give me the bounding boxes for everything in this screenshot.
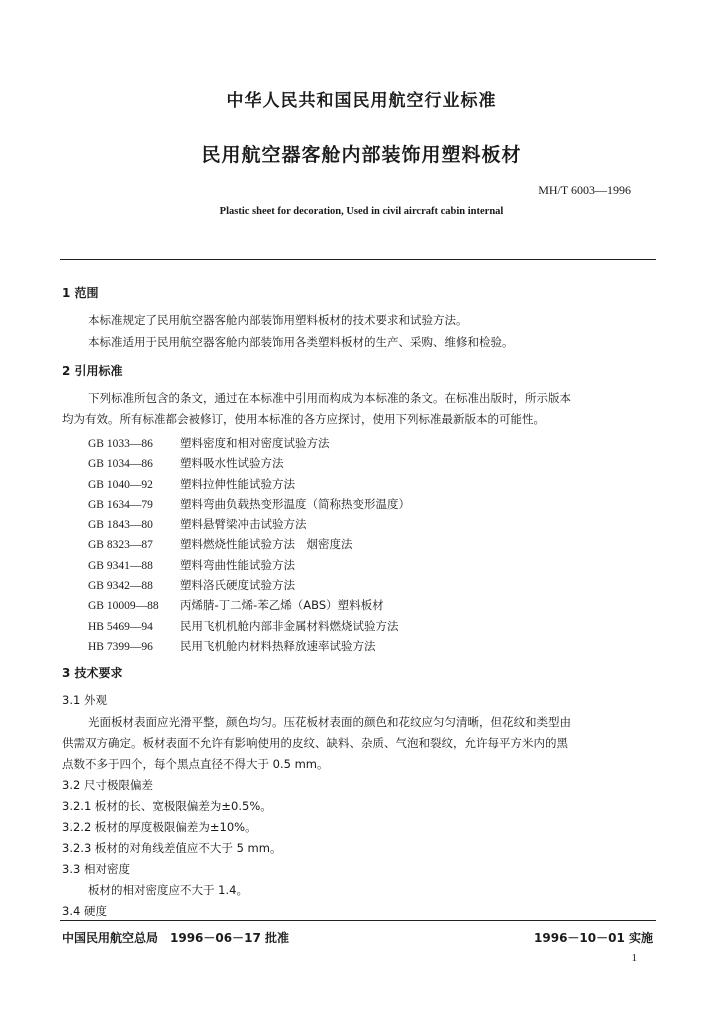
clause-3-2-3: 3.2.3 板材的对角线差值应不大于 5 mm。	[62, 841, 282, 855]
reference-item	[88, 452, 410, 472]
section-1-paragraph: 本标准适用于民用航空器客舱内部装饰用各类塑料板材的生产、采购、维修和检验。	[88, 335, 514, 349]
clause-3-3-text: 板材的相对密度应不大于 1.4。	[88, 883, 248, 897]
section-2-intro: 均为有效。所有标准都会被修订，使用本标准的各方应探讨，使用下列标准最新版本的可能性。	[62, 412, 545, 426]
reference-item	[88, 533, 410, 553]
reference-item	[88, 473, 410, 493]
clause-3-1-text: 供需双方确定。板材表面不允许有影响使用的皮纹、缺料、杂质、气泡和裂纹，允许每平方米内的黑	[62, 736, 568, 750]
standard-number: MH/T 6003—1996	[538, 183, 631, 197]
reference-code: GB 1034—86	[88, 458, 153, 471]
reference-title: 丙烯腈-丁二烯-苯乙烯（ABS）塑料板材	[180, 598, 384, 613]
section-2-heading: 2 引用标准	[62, 364, 123, 378]
section-1-heading: 1 范围	[62, 286, 99, 300]
implementation-date: 1996－10－01 实施	[534, 931, 653, 945]
page-number: 1	[631, 952, 637, 964]
reference-item	[88, 432, 410, 452]
reference-item	[88, 635, 410, 655]
reference-item	[88, 615, 410, 635]
section-1-paragraph: 本标准规定了民用航空器客舱内部装饰用塑料板材的技术要求和试验方法。	[88, 313, 468, 327]
footer-divider	[60, 920, 656, 921]
reference-item	[88, 594, 410, 614]
reference-code: HB 7399—96	[88, 640, 153, 653]
clause-3-3-heading: 3.3 相对密度	[62, 862, 130, 876]
clause-3-1-text: 光面板材表面应光滑平整，颜色均匀。压花板材表面的颜色和花纹应匀匀清晰，但花纹和类型由	[88, 715, 571, 729]
reference-code: GB 10009—88	[88, 600, 159, 613]
reference-title: 塑料密度和相对密度试验方法	[180, 436, 330, 450]
reference-title: 塑料吸水性试验方法	[180, 456, 284, 471]
reference-code: GB 1033—86	[88, 438, 153, 450]
reference-title: 塑料拉伸性能试验方法	[180, 476, 295, 491]
english-title: Plastic sheet for decoration, Used in civil aircraft cabin internal	[219, 206, 504, 217]
reference-item	[88, 554, 410, 574]
reference-title: 塑料弯曲负载热变形温度（简称热变形温度）	[180, 496, 410, 511]
clause-3-2-1: 3.2.1 板材的长、宽极限偏差为±0.5%。	[62, 799, 272, 813]
reference-title: 民用飞机机舱内部非金属材料燃烧试验方法	[180, 618, 399, 633]
reference-code: GB 1843—80	[88, 519, 153, 532]
reference-code: GB 8323—87	[88, 539, 153, 552]
reference-title: 塑料弯曲性能试验方法	[180, 557, 295, 572]
reference-list	[88, 432, 410, 655]
clause-3-2-2: 3.2.2 板材的厚度极限偏差为±10%。	[62, 820, 257, 834]
reference-code: GB 9341—88	[88, 559, 153, 572]
reference-code: HB 5469—94	[88, 620, 153, 633]
section-2-intro: 下列标准所包含的条文，通过在本标准中引用而构成为本标准的条文。在标准出版时，所示版本	[88, 391, 571, 405]
reference-item	[88, 513, 410, 533]
clause-3-4-heading: 3.4 硬度	[62, 904, 107, 918]
header-divider	[60, 259, 656, 260]
org-title: 中华人民共和国民用航空行业标准	[226, 91, 497, 111]
clause-3-1-heading: 3.1 外观	[62, 693, 107, 707]
reference-title: 塑料燃烧性能试验方法 烟密度法	[180, 537, 353, 552]
reference-item	[88, 574, 410, 594]
reference-code: GB 1634—79	[88, 498, 153, 511]
reference-title: 民用飞机舱内材料热释放速率试验方法	[180, 638, 376, 653]
approval-line: 中国民用航空总局 1996－06－17 批准	[62, 931, 289, 945]
reference-code: GB 1040—92	[88, 478, 153, 491]
reference-item	[88, 493, 410, 513]
clause-3-1-text: 点数不多于四个，每个黑点直径不得大于 0.5 mm。	[62, 757, 329, 771]
document-title: 民用航空器客舱内部装饰用塑料板材	[201, 144, 522, 166]
section-3-heading: 3 技术要求	[62, 666, 123, 680]
reference-code: GB 9342—88	[88, 580, 153, 593]
reference-title: 塑料洛氏硬度试验方法	[180, 578, 295, 593]
clause-3-2-heading: 3.2 尺寸极限偏差	[62, 778, 153, 792]
reference-title: 塑料悬臂梁冲击试验方法	[180, 517, 307, 532]
